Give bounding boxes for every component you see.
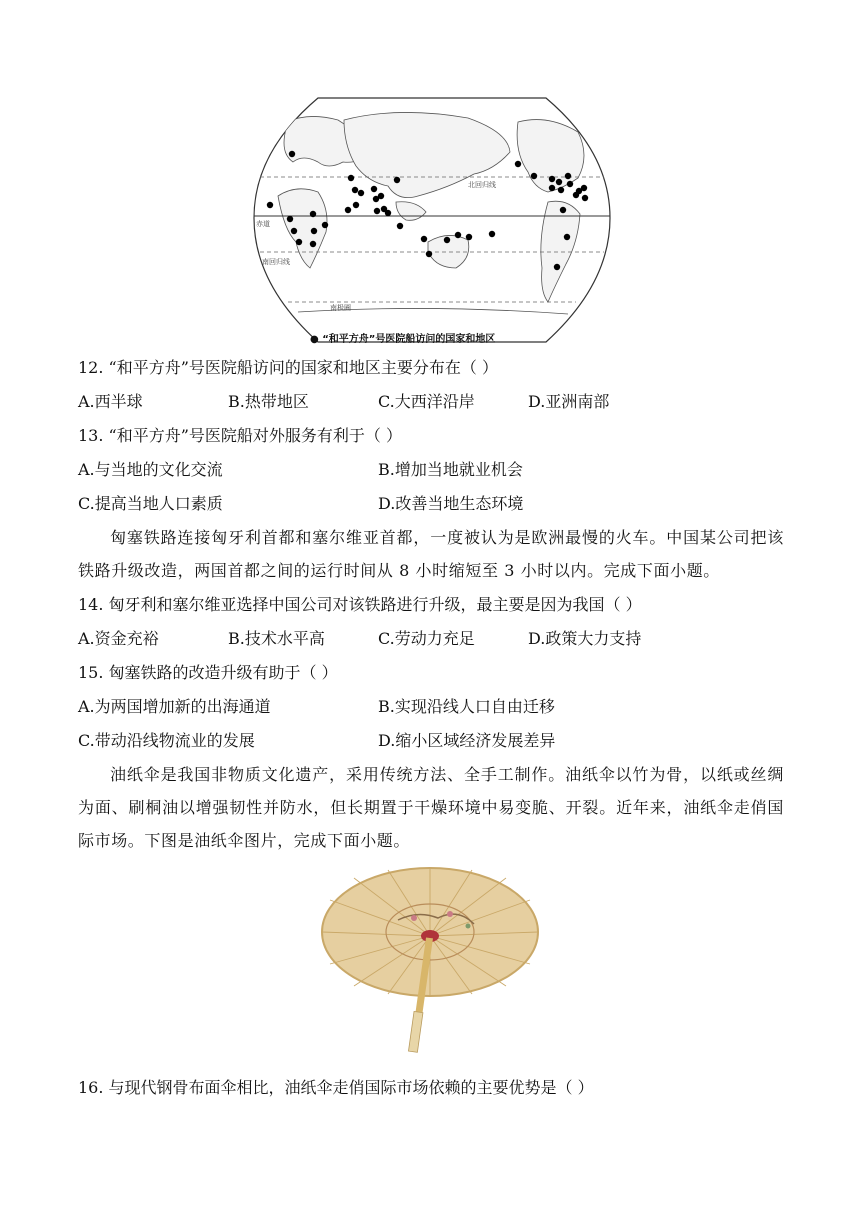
question-16-stem: 16. 与现代钢骨布面伞相比，油纸伞走俏国际市场依赖的主要优势是（ ） — [78, 1078, 594, 1097]
question-15-option-b[interactable]: B.实现沿线人口自由迁移 — [378, 697, 555, 716]
umbrella-svg — [318, 862, 544, 1062]
question-12-stem: 12. “和平方舟”号医院船访问的国家和地区主要分布在（ ） — [78, 358, 498, 377]
question-12-option-b[interactable]: B.热带地区 — [228, 392, 309, 411]
world-map — [248, 92, 616, 350]
question-15-option-a[interactable]: A.为两国增加新的出海通道 — [78, 697, 271, 716]
question-14-option-b[interactable]: B.技术水平高 — [228, 629, 325, 648]
label-equator: 赤道 — [256, 220, 270, 228]
question-15-stem: 15. 匈塞铁路的改造升级有助于（ ） — [78, 663, 338, 682]
world-map-svg — [248, 92, 616, 350]
question-13-option-c[interactable]: C.提高当地人口素质 — [78, 494, 223, 513]
label-tropic-south: 南回归线 — [262, 258, 290, 266]
question-13-option-a[interactable]: A.与当地的文化交流 — [78, 460, 223, 479]
question-14-option-d[interactable]: D.政策大力支持 — [528, 629, 642, 648]
question-12-option-a[interactable]: A.西半球 — [78, 392, 143, 411]
passage-railway: 匈塞铁路连接匈牙利首都和塞尔维亚首都，一度被认为是欧洲最慢的火车。中国某公司把该铁路升级改造，两国首都之间的运行时间从 8 小时缩短至 3 小时以内。完成下面小题。 — [78, 528, 784, 580]
map-legend — [310, 330, 495, 345]
question-14-stem: 14. 匈牙利和塞尔维亚选择中国公司对该铁路进行升级，最主要是因为我国（ ） — [78, 595, 642, 614]
oil-paper-umbrella-image — [318, 862, 544, 1062]
legend-dot-icon: ● — [310, 334, 319, 345]
question-12-option-c[interactable]: C.大西洋沿岸 — [378, 392, 475, 411]
label-antarctic-circle: 南极圈 — [330, 304, 351, 312]
question-13-stem: 13. “和平方舟”号医院船对外服务有利于（ ） — [78, 426, 402, 445]
question-13-option-d[interactable]: D.改善当地生态环境 — [378, 494, 524, 513]
question-14-option-c[interactable]: C.劳动力充足 — [378, 629, 475, 648]
passage-umbrella: 油纸伞是我国非物质文化遗产，采用传统方法、全手工制作。油纸伞以竹为骨，以纸或丝绸为面、刷桐油以增强韧性并防水，但长期置于干燥环境中易变脆、开裂。近年来，油纸伞走俏国际市场。下图是油纸伞图片，完成下面小题。 — [78, 765, 784, 850]
label-tropic-north: 北回归线 — [468, 181, 496, 189]
question-14-option-a[interactable]: A.资金充裕 — [78, 629, 159, 648]
question-15-option-d[interactable]: D.缩小区域经济发展差异 — [378, 731, 556, 750]
question-15-option-c[interactable]: C.带动沿线物流业的发展 — [78, 731, 255, 750]
question-13-option-b[interactable]: B.增加当地就业机会 — [378, 460, 523, 479]
question-12-option-d[interactable]: D.亚洲南部 — [528, 392, 610, 411]
legend-text: “和平方舟”号医院船访问的国家和地区 — [322, 334, 496, 345]
